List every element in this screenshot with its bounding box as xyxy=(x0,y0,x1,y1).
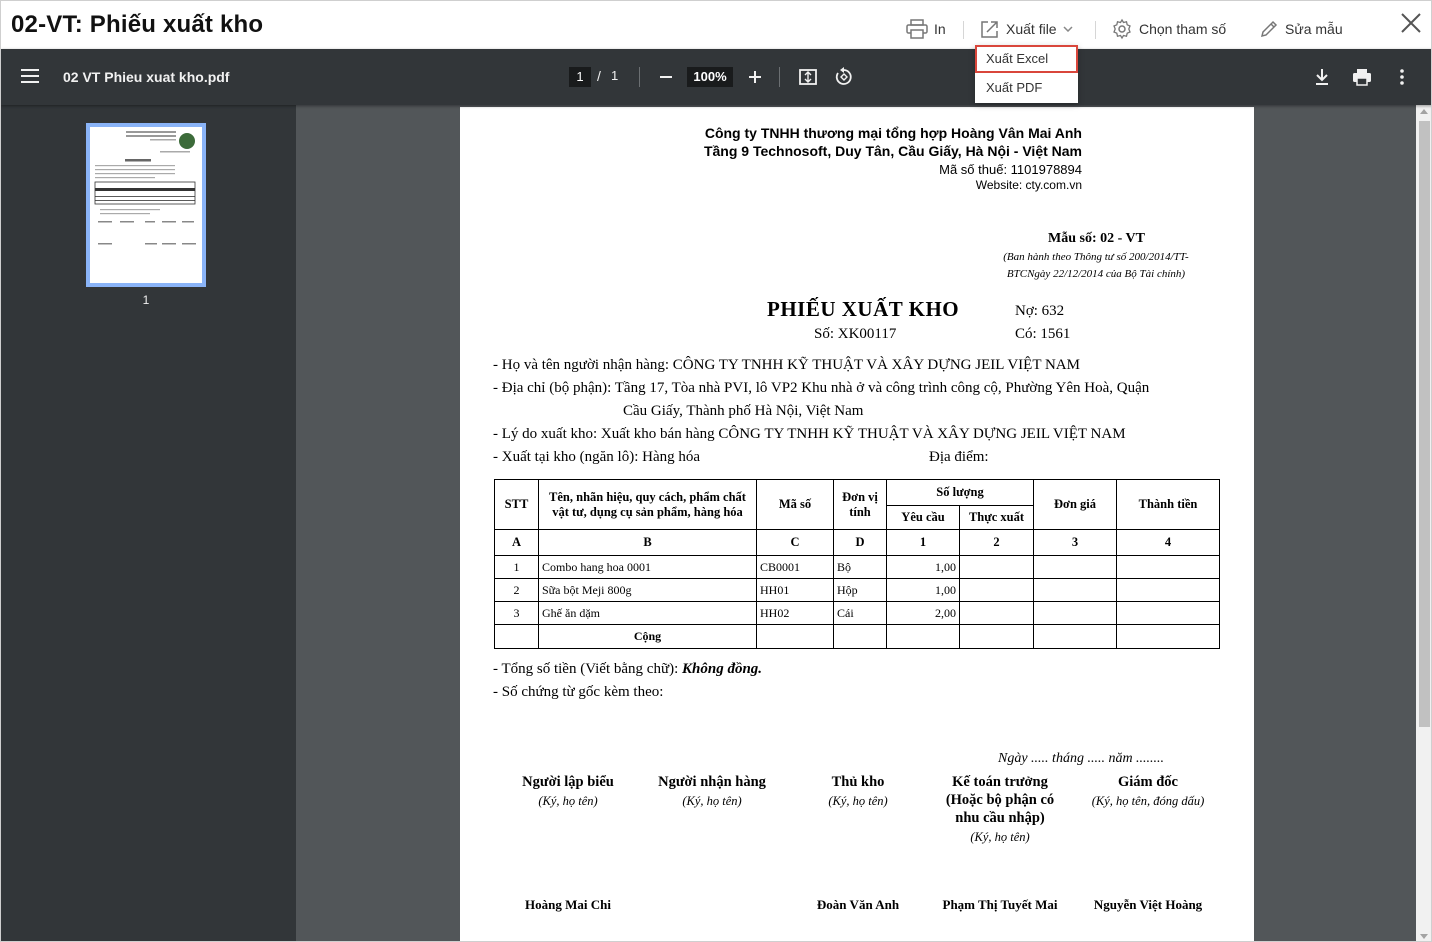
recipient-line: - Họ và tên người nhận hàng: CÔNG TY TNHH KỸ THUẬT VÀ XÂY DỰNG JEIL VIỆT NAM xyxy=(493,357,1080,373)
cell-unit: Bộ xyxy=(834,556,887,579)
cell-price xyxy=(1034,556,1117,579)
page-separator: / xyxy=(597,68,601,84)
export-pdf-item[interactable]: Xuất PDF xyxy=(986,80,1043,95)
cell-actual xyxy=(960,556,1034,579)
signature-block xyxy=(504,773,632,809)
signer-name: Đoàn Văn Anh xyxy=(816,897,900,912)
total-words-value: Không đồng. xyxy=(682,661,763,677)
cell-item-name: Sữa bột Meji 800g xyxy=(539,579,757,602)
print-button[interactable] xyxy=(906,17,946,41)
dialog-title: 02-VT: Phiếu xuất kho xyxy=(11,11,264,38)
col-code: B xyxy=(539,530,757,556)
cell-code: HH02 xyxy=(757,602,834,625)
more-options-icon[interactable] xyxy=(1391,66,1413,88)
cell-amount xyxy=(1117,556,1220,579)
gear-icon xyxy=(1111,18,1133,40)
export-file-label: Xuất file xyxy=(1006,21,1057,37)
company-name: Công ty TNHH thương mại tổng hợp Hoàng Vân Mai Anh xyxy=(704,125,1082,141)
reason-line: - Lý do xuất kho: Xuất kho bán hàng CÔNG TY TNHH KỸ THUẬT VÀ XÂY DỰNG JEIL VIỆT NAM xyxy=(493,426,1126,442)
pencil-icon xyxy=(1259,19,1279,39)
signature-subtitle: (Ký, họ tên) xyxy=(828,794,888,808)
scroll-up-arrow[interactable] xyxy=(1420,109,1428,114)
company-address: Tầng 9 Technosoft, Duy Tân, Cầu Giấy, Hà Nội - Việt Nam xyxy=(703,143,1082,159)
warehouse-line: - Xuất tại kho (ngăn lô): Hàng hóa xyxy=(493,449,701,465)
export-excel-item[interactable]: Xuất Excel xyxy=(975,45,1078,73)
print-icon[interactable] xyxy=(1351,66,1373,88)
total-label: Cộng xyxy=(539,625,757,649)
cell-amount xyxy=(1117,579,1220,602)
signature-subtitle: (Ký, họ tên) xyxy=(970,830,1030,844)
form-note-line: (Ban hành theo Thông tư số 200/2014/TT- xyxy=(1003,251,1189,263)
signature-title: Giám đốc xyxy=(1117,774,1178,790)
zoom-level-input[interactable]: 100% xyxy=(687,67,733,87)
toolbar-divider xyxy=(639,67,640,87)
signature-subtitle: (Ký, họ tên) xyxy=(538,794,598,808)
signature-block xyxy=(1074,773,1222,809)
header-code: Mã số xyxy=(757,480,834,530)
cell-code: CB0001 xyxy=(757,556,834,579)
header-price: Đơn giá xyxy=(1034,480,1117,530)
signature-title: Thủ kho xyxy=(831,774,885,790)
pdf-filename: 02 VT Phieu xuat kho.pdf xyxy=(63,69,230,85)
signature-block xyxy=(804,773,912,809)
credit-account: Có: 1561 xyxy=(1015,326,1071,342)
table-total-row xyxy=(495,625,1220,649)
zoom-in-icon[interactable] xyxy=(744,66,766,88)
company-website: Website: cty.com.vn xyxy=(975,178,1082,192)
signer-name: Nguyễn Việt Hoàng xyxy=(1093,897,1203,912)
page-total: 1 xyxy=(611,68,619,83)
edit-template-label: Sửa mẫu xyxy=(1285,21,1343,37)
thumbnail-sidebar xyxy=(1,105,296,942)
form-number: Mẫu số: 02 - VT xyxy=(1048,231,1145,246)
pdf-viewer-area[interactable] xyxy=(296,105,1432,942)
header-actual: Thực xuất xyxy=(960,506,1034,530)
thumbnail-preview xyxy=(90,127,202,283)
header-divider xyxy=(1095,21,1096,39)
fit-to-page-icon[interactable] xyxy=(797,66,819,88)
toolbar-divider xyxy=(779,67,780,87)
col-code: 4 xyxy=(1117,530,1220,556)
cell-stt: 1 xyxy=(495,556,539,579)
cell-unit: Cái xyxy=(834,602,887,625)
header-stt: STT xyxy=(495,480,539,530)
choose-params-button[interactable] xyxy=(1111,17,1226,41)
export-icon xyxy=(980,19,1000,39)
col-code: 2 xyxy=(960,530,1034,556)
download-icon[interactable] xyxy=(1311,66,1333,88)
cell-unit: Hộp xyxy=(834,579,887,602)
export-file-button[interactable] xyxy=(980,17,1073,41)
date-line: Ngày ..... tháng ..... năm ........ xyxy=(998,751,1165,766)
col-code: 1 xyxy=(887,530,960,556)
table-row xyxy=(495,579,1220,602)
cell-amount xyxy=(1117,602,1220,625)
vertical-scrollbar[interactable] xyxy=(1416,105,1432,942)
choose-params-label: Chọn tham số xyxy=(1139,21,1227,37)
attachments-line: - Số chứng từ gốc kèm theo: xyxy=(493,684,664,700)
signer-name: Hoàng Mai Chi xyxy=(525,897,611,912)
cell-stt: 2 xyxy=(495,579,539,602)
signature-title: Người nhận hàng xyxy=(658,774,766,790)
signature-subtitle: (Ký, họ tên, đóng dấu) xyxy=(1091,794,1205,808)
cell-requested: 2,00 xyxy=(887,602,960,625)
cell-item-name: Ghế ăn dặm xyxy=(539,602,757,625)
signature-title: Người lập biểu xyxy=(522,774,614,790)
close-icon[interactable] xyxy=(1399,11,1423,35)
cell-requested: 1,00 xyxy=(887,556,960,579)
signature-block xyxy=(934,773,1066,845)
signer-name: Phạm Thị Tuyết Mai xyxy=(942,897,1058,912)
document-title: PHIẾU XUẤT KHO xyxy=(767,297,960,321)
header-quantity: Số lượng xyxy=(887,480,1034,506)
items-table xyxy=(494,479,1220,649)
header-requested: Yêu cầu xyxy=(887,506,960,530)
export-dropdown-menu xyxy=(975,45,1078,103)
table-row xyxy=(495,556,1220,579)
col-code: D xyxy=(834,530,887,556)
document-number: Số: XK00117 xyxy=(814,326,897,342)
signature-title: Kế toán trưởng (Hoặc bộ phận có nhu cầu nhập) xyxy=(945,774,1055,826)
print-label: In xyxy=(934,21,946,37)
signature-block xyxy=(638,773,786,809)
scroll-down-arrow[interactable] xyxy=(1420,934,1428,939)
rotate-icon[interactable] xyxy=(833,66,855,88)
header-amount: Thành tiền xyxy=(1117,480,1220,530)
cell-price xyxy=(1034,579,1117,602)
chevron-down-icon xyxy=(1063,26,1073,32)
header-item-name: Tên, nhãn hiệu, quy cách, phẩm chất vật tư, dụng cụ sản phẩm, hàng hóa xyxy=(539,480,757,530)
printer-icon xyxy=(906,19,928,39)
zoom-out-icon[interactable] xyxy=(655,66,677,88)
address-line-cont: Cầu Giấy, Thành phố Hà Nội, Việt Nam xyxy=(623,403,864,419)
cell-item-name: Combo hang hoa 0001 xyxy=(539,556,757,579)
hamburger-menu-icon[interactable] xyxy=(21,69,39,83)
total-in-words xyxy=(493,661,762,678)
col-code: C xyxy=(757,530,834,556)
dialog-header xyxy=(1,1,1432,49)
total-words-label: - Tổng số tiền (Viết bằng chữ): xyxy=(493,661,682,677)
scrollbar-thumb[interactable] xyxy=(1419,121,1430,727)
pdf-page xyxy=(460,107,1254,942)
col-code: A xyxy=(495,530,539,556)
address-line: - Địa chỉ (bộ phận): Tầng 17, Tòa nhà PVI, lô VP2 Khu nhà ở và công trình công cộ, Phường Yên Hoà, Quận xyxy=(493,380,1150,396)
header-divider xyxy=(963,21,964,39)
company-tax-code: Mã số thuế: 1101978894 xyxy=(939,162,1082,177)
cell-price xyxy=(1034,602,1117,625)
header-unit: Đơn vị tính xyxy=(834,480,887,530)
cell-stt: 3 xyxy=(495,602,539,625)
location-line: Địa điểm: xyxy=(929,449,989,465)
edit-template-button[interactable] xyxy=(1259,17,1343,41)
col-code: 3 xyxy=(1034,530,1117,556)
form-regulation-note xyxy=(988,249,1204,283)
pdf-toolbar xyxy=(1,49,1432,105)
form-note-line: BTCNgày 22/12/2014 của Bộ Tài chính) xyxy=(1006,268,1186,280)
cell-code: HH01 xyxy=(757,579,834,602)
debit-account: Nợ: 632 xyxy=(1015,303,1065,319)
thumbnail-page-number: 1 xyxy=(142,293,150,307)
cell-actual xyxy=(960,579,1034,602)
cell-actual xyxy=(960,602,1034,625)
table-row xyxy=(495,602,1220,625)
cell-requested: 1,00 xyxy=(887,579,960,602)
page-thumbnail[interactable] xyxy=(86,123,206,287)
page-number-input[interactable]: 1 xyxy=(569,67,591,87)
signature-subtitle: (Ký, họ tên) xyxy=(682,794,742,808)
